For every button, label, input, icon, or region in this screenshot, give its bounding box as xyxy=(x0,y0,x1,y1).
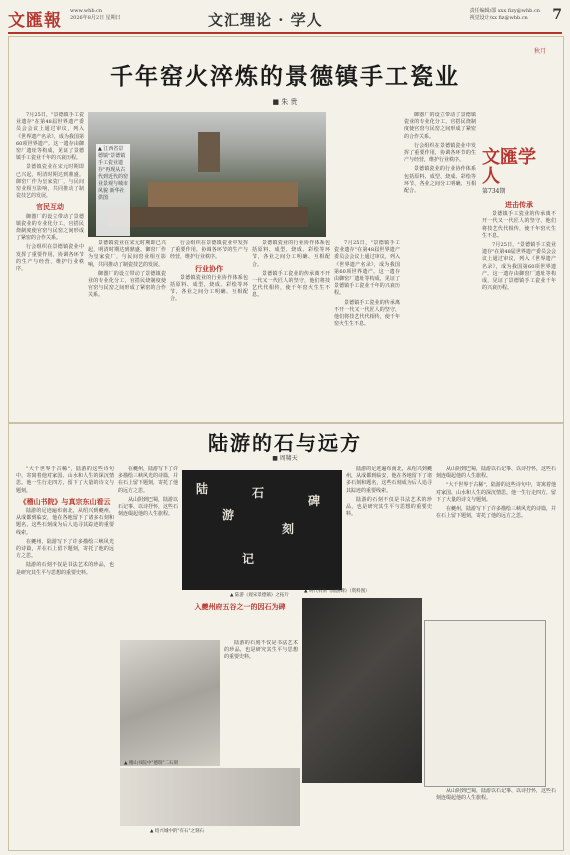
header-meta-line: www.whb.cn xyxy=(70,8,103,14)
issue-number: 第734期 xyxy=(482,188,506,195)
main-article-title: 千年窑火淬炼的景德镇手工瓷业 xyxy=(110,63,460,90)
subhead: 《稽山书院》与真宗东山看云 xyxy=(19,496,111,506)
paragraph: 从山阴到巴蜀，陆游以石记事、以诗抒怀，这些石刻连缀起他的人生旅程。 xyxy=(118,496,178,518)
paragraph: 景德镇瓷业的行业协作体系包括原料、成型、烧成、彩绘等环节，各业之间分工明确、互相配合。 xyxy=(170,274,248,303)
paragraph: 在夔州，陆游写下了许多描绘三峡风光的诗篇，并在石上留下题刻，寄托了他的远方之思。 xyxy=(436,506,556,520)
photo-caption: ▲ 江西省景德镇"景德镇手工瓷业遗存"再现从古代到近代的窑业景观与城市风貌 新华社供图 xyxy=(96,144,130,236)
paragraph: 在夔州，陆游写下了许多描绘三峡风光的诗篇，并在石上留下题刻，寄托了他的远方之思。 xyxy=(16,538,114,560)
article-tag: 秋月 xyxy=(534,48,547,55)
inscription-rock-photo xyxy=(120,640,220,766)
paragraph: 行会组织在景德镇瓷业中发挥了重要作用，协调各环节的生产与经营，维护行业秩序。 xyxy=(404,142,476,164)
paragraph: 景德镇手工瓷业的传承离不开一代又一代匠人的坚守，他们将技艺代代相传，使千年窑火生生不息。 xyxy=(482,211,556,239)
masthead xyxy=(8,6,562,34)
paragraph: 景德镇手工瓷业的传承离不开一代又一代匠人的坚守，他们将技艺代代相传，使千年窑火生生不息。 xyxy=(252,270,330,299)
editor-line: 责任编辑/邵 xxx fizy@whb.cn xyxy=(469,8,540,14)
subhead: 行业协作 xyxy=(195,263,223,273)
page-number: 7 xyxy=(552,7,562,23)
bottom-column-1 xyxy=(16,466,114,844)
paragraph: 陆游的石刻不仅是书法艺术的珍品，也是研究其生平与思想的重要史料。 xyxy=(16,562,114,576)
top-column-6 xyxy=(404,112,476,417)
stele-rubbing-photo: 陆 游 石 刻 碑 记 xyxy=(182,470,342,590)
bottom-column-3 xyxy=(346,466,432,594)
paragraph: 行会组织在景德镇瓷业中发挥了重要作用，协调各环节的生产与经营，维护行业秩序。 xyxy=(16,244,84,273)
top-column-1 xyxy=(16,112,84,417)
paragraph: 7月25日，"景德镇手工瓷业遗存"在第48届世界遗产委员会会议上通过审议，列入《世界遗产名录》，成为我国第60项世界遗产。这一遗存由御窑厂遗址等构成，见证了景德镇手工瓷业千年的兴衰历程。 xyxy=(482,242,556,292)
header-meta xyxy=(70,8,121,22)
paragraph: 陆游的足迹遍布南北，从绍兴到夔州，从成都到临安，他在各地留下了诸多石刻和题名，这些石刻成为后人追寻其踪迹的重要线索。 xyxy=(346,466,432,494)
paragraph: 御器厂的设立带动了景德镇瓷业的专业化分工，官搭民烧制度使官窑与民窑之间形成了紧密的合作关系。 xyxy=(404,112,476,140)
header-meta-line: 2026年8月2日 星期日 xyxy=(70,15,121,21)
paragraph: "大千世界于古稀"，陆游的这些诗句中，寄寓着他对家国、山水和人生的深沉情思。他一生行走四方，留下了大量的诗文与题刻。 xyxy=(16,466,114,494)
column-logo-name: 文匯学人 xyxy=(482,147,536,187)
calligraphy-rubbing-photo xyxy=(424,620,546,787)
bottom-article-title: 陆游的石与远方 xyxy=(208,431,362,455)
bottom-article-author: ■ 周啸天 xyxy=(272,455,298,462)
bottom-column-4 xyxy=(436,466,556,616)
paragraph: 在夔州，陆游写下了许多描绘三峡风光的诗篇，并在石上留下题刻，寄托了他的远方之思。 xyxy=(118,466,178,494)
photo-caption: ▲ 陆游《观宋景德镇》之拓片 xyxy=(230,593,289,598)
bottom-column-2 xyxy=(118,466,178,636)
editor-line: 视觉设计/xx fiz@whb.cn xyxy=(469,15,528,21)
paragraph: 御器厂的设立带动了景德镇瓷业的专业化分工，官搭民烧制度使官窑与民窑之间形成了紧密的合作关系。 xyxy=(88,270,166,299)
top-column-5 xyxy=(334,240,400,417)
bottom-column-7 xyxy=(436,788,556,844)
top-column-3 xyxy=(170,240,248,417)
paragraph: 陆游的石刻不仅是书法艺术的珍品，也是研究其生平与思想的重要史料。 xyxy=(224,640,298,661)
subhead: 官民互动 xyxy=(36,202,64,212)
main-article-author: ■ 朱 贵 xyxy=(272,98,298,106)
paragraph: "大千世界于古稀"，陆游的这些诗句中，寄寓着他对家国、山水和人生的深沉情思。他一生行走四方，留下了大量的诗文与题刻。 xyxy=(436,482,556,503)
bottom-column-5 xyxy=(182,600,298,636)
paragraph: 御器厂的设立带动了景德镇瓷业的专业化分工，官搭民烧制度使官窑与民窑之间形成了紧密的合作关系。 xyxy=(16,213,84,242)
subhead: 入夔州府五谷之一的因石为碑 xyxy=(194,602,286,611)
paragraph: 景德镇瓷业在宋元时期即已兴起，明清时期达到鼎盛。御窑厂作为皇家瓷厂，与民间窑业相互影响，共同推动了制瓷技艺的发展。 xyxy=(16,164,84,200)
subhead: 进击传承 xyxy=(505,200,533,209)
stone-carving-photo xyxy=(302,598,422,783)
photo-caption: ▲ 绍兴城中的"有石"之刻石 xyxy=(150,829,205,834)
bottom-column-6 xyxy=(224,640,298,764)
photo-caption: ▲ 明代石刻《陆游碑》（资料图） xyxy=(304,589,370,594)
newspaper-logo: 文匯報 xyxy=(8,11,62,31)
header-editors xyxy=(470,8,540,22)
wenhui-xueren-logo xyxy=(482,148,544,194)
paragraph: 行会组织在景德镇瓷业中发挥了重要作用，协调各环节的生产与经营，维护行业秩序。 xyxy=(170,240,248,261)
paragraph: 景德镇瓷业的行业协作体系包括原料、成型、烧成、彩绘等环节，各业之间分工明确、互相配合。 xyxy=(404,166,476,195)
top-column-7 xyxy=(482,198,556,417)
carved-stone-photo xyxy=(120,768,300,826)
paragraph: 景德镇瓷业的行业协作体系包括原料、成型、烧成、彩绘等环节，各业之间分工明确、互相配合。 xyxy=(252,240,330,268)
paragraph: 景德镇手工瓷业的传承离不开一代又一代匠人的坚守，他们将技艺代代相传，使千年窑火生生不息。 xyxy=(334,299,400,328)
paragraph: 从山阴到巴蜀，陆游以石记事、以诗抒怀，这些石刻连缀起他的人生旅程。 xyxy=(436,466,556,480)
paragraph: 陆游的足迹遍布南北，从绍兴到夔州，从成都到临安，他在各地留下了诸多石刻和题名，这些石刻成为后人追寻其踪迹的重要线索。 xyxy=(16,508,114,536)
section-title: 文汇理论 · 学人 xyxy=(208,11,323,29)
paragraph: 7月25日，"景德镇手工瓷业遗存"在第48届世界遗产委员会会议上通过审议，列入《世界遗产名录》，成为我国第60项世界遗产。这一遗存由御窑厂遗址等构成，见证了景德镇手工瓷业千年的兴衰历程。 xyxy=(334,240,400,297)
top-column-2 xyxy=(88,240,166,417)
photo-caption: ▲ 稽山书院中"德瑞"二石刻 xyxy=(124,761,179,766)
paragraph: 从山阴到巴蜀，陆游以石记事、以诗抒怀，这些石刻连缀起他的人生旅程。 xyxy=(436,788,556,802)
paragraph: 景德镇瓷业在宋元时期即已兴起，明清时期达到鼎盛。御窑厂作为皇家瓷厂，与民间窑业相互影响，共同推动了制瓷技艺的发展。 xyxy=(88,240,166,268)
paragraph: 陆游的石刻不仅是书法艺术的珍品，也是研究其生平与思想的重要史料。 xyxy=(346,496,432,518)
top-column-4 xyxy=(252,240,330,417)
paragraph: 7月25日，"景德镇手工瓷业遗存"在第48届世界遗产委员会会议上通过审议，列入《世界遗产名录》，成为我国第60项世界遗产。这一遗存由御窑厂遗址等构成，见证了景德镇手工瓷业千年的兴衰历程。 xyxy=(16,112,84,162)
